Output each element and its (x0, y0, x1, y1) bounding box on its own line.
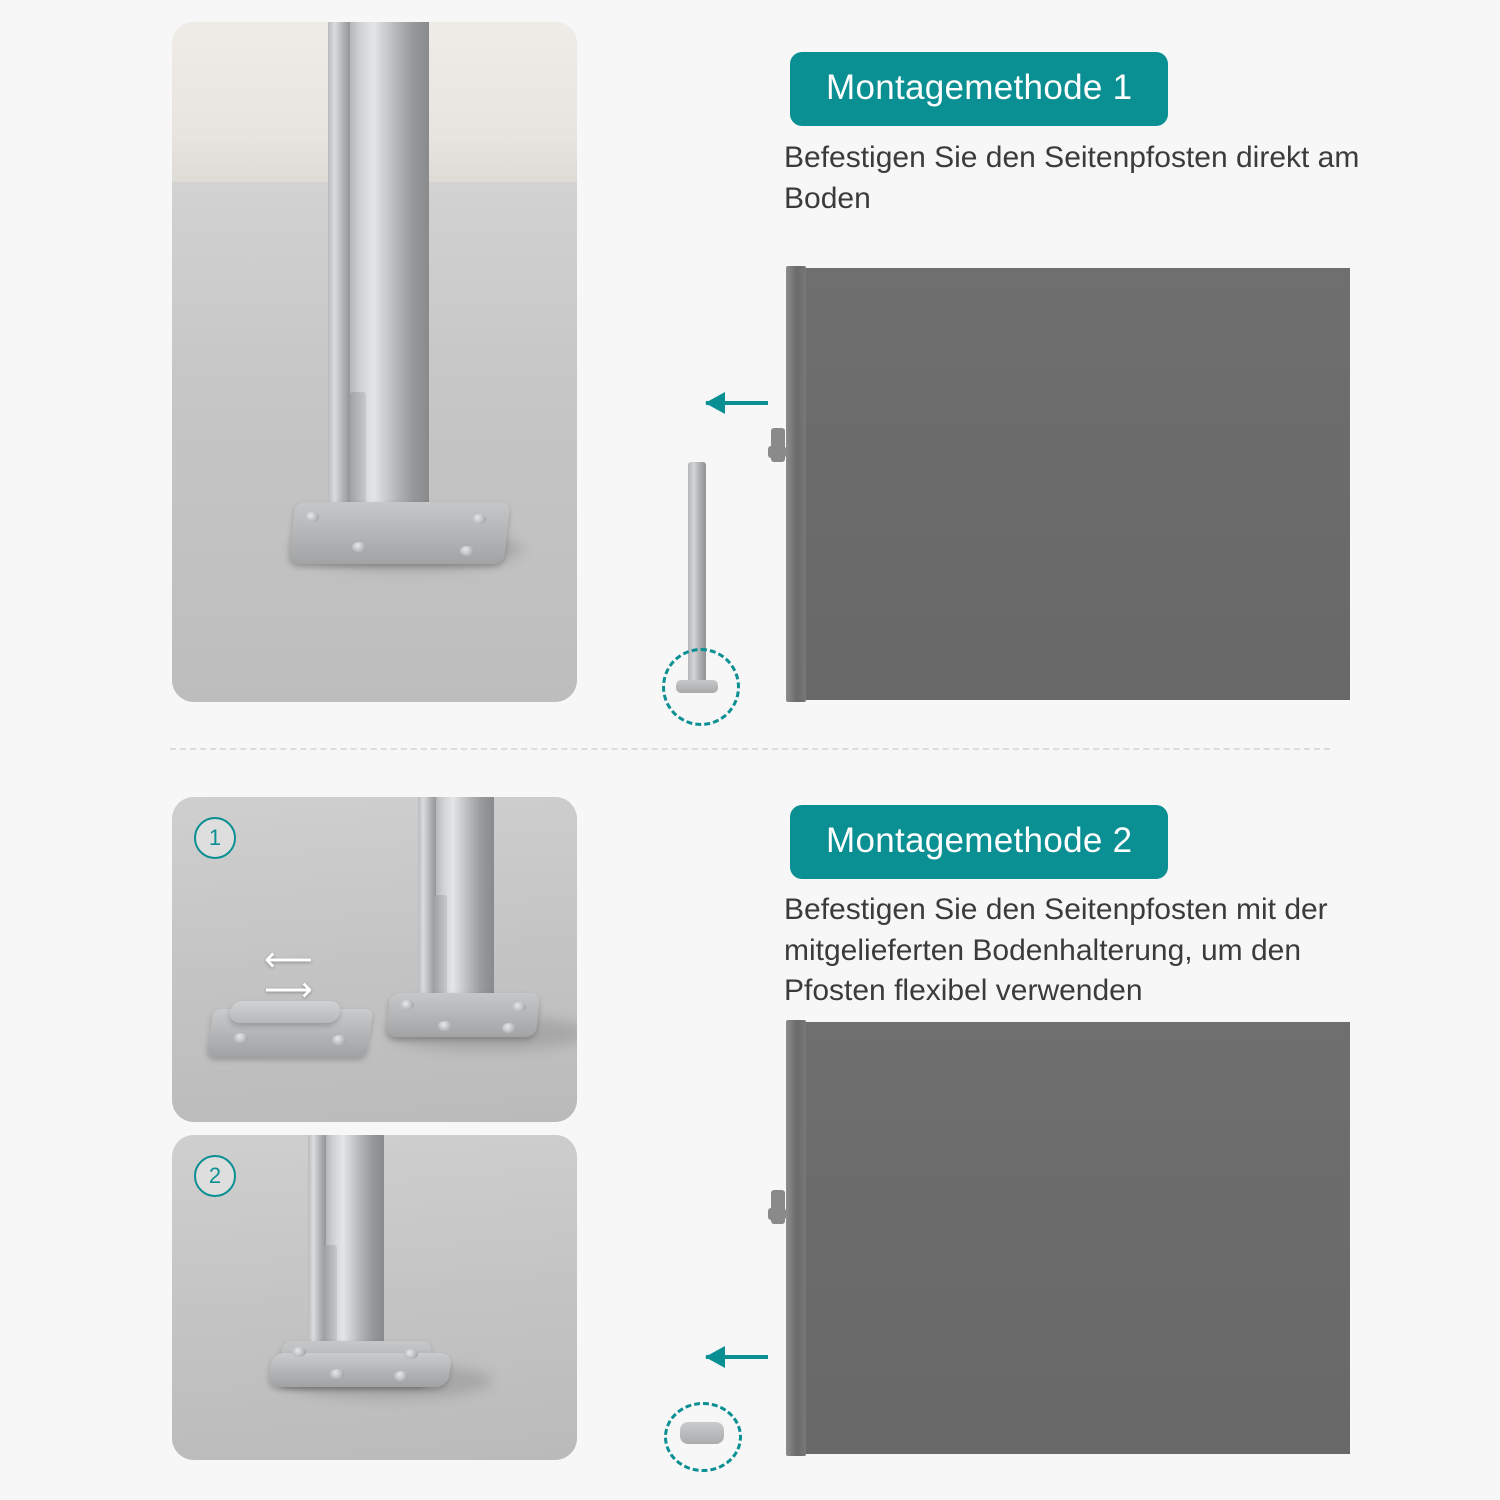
method-2-section (0, 752, 1500, 1500)
bolt-icon (400, 1000, 414, 1010)
photo-content (172, 1135, 577, 1460)
bolt-icon (404, 1349, 418, 1359)
slide-arrow-left-icon: ⟵ (264, 941, 313, 979)
base-plate (289, 502, 511, 564)
awning-cassette (786, 1020, 806, 1456)
bolt-icon (512, 1002, 526, 1012)
wall-bracket-tab (768, 446, 786, 458)
method-1-label: Montagemethode 1 (790, 52, 1168, 126)
assembly-arrow-icon (706, 1355, 768, 1359)
awning-screen-panel (805, 268, 1350, 700)
photo-content (172, 22, 577, 702)
photo-post-mounted-on-floor (172, 22, 577, 702)
loose-floor-bracket (680, 1422, 724, 1444)
bolt-icon (460, 546, 474, 556)
method-2-label: Montagemethode 2 (790, 805, 1168, 879)
awning-cassette (786, 266, 806, 702)
assembly-arrow-icon (706, 401, 768, 405)
awning-screen-panel (805, 1022, 1350, 1454)
section-divider (170, 748, 1330, 750)
step-badge: 2 (194, 1155, 236, 1197)
bolt-icon (305, 512, 319, 522)
photo-post-in-bracket-step (172, 1135, 577, 1460)
highlight-circle (662, 648, 740, 726)
bolt-icon (292, 1347, 306, 1357)
bolt-icon (352, 542, 366, 552)
step-badge: 1 (194, 817, 236, 859)
bolt-icon (472, 514, 486, 524)
slide-arrow-right-icon: ⟶ (264, 971, 313, 1009)
bolt-icon (394, 1371, 408, 1381)
side-post-secondary (328, 22, 350, 552)
wall-bracket-tab (768, 1208, 786, 1220)
floor-bracket (268, 1353, 453, 1387)
bolt-icon (502, 1023, 516, 1033)
bolt-icon (332, 1035, 346, 1045)
bolt-icon (330, 1369, 344, 1379)
bolt-icon (438, 1021, 452, 1031)
method-1-section (0, 0, 1500, 748)
bolt-icon (234, 1033, 248, 1043)
method-1-description: Befestigen Sie den Seitenpfosten direkt am Boden (784, 141, 1360, 215)
photo-content (172, 797, 577, 1122)
photo-bracket-sliding-step (172, 797, 577, 1122)
method-2-description: Befestigen Sie den Seitenpfosten mit der mitgelieferten Bodenhalterung, um den Pfosten flexibel verwenden (784, 893, 1328, 1007)
